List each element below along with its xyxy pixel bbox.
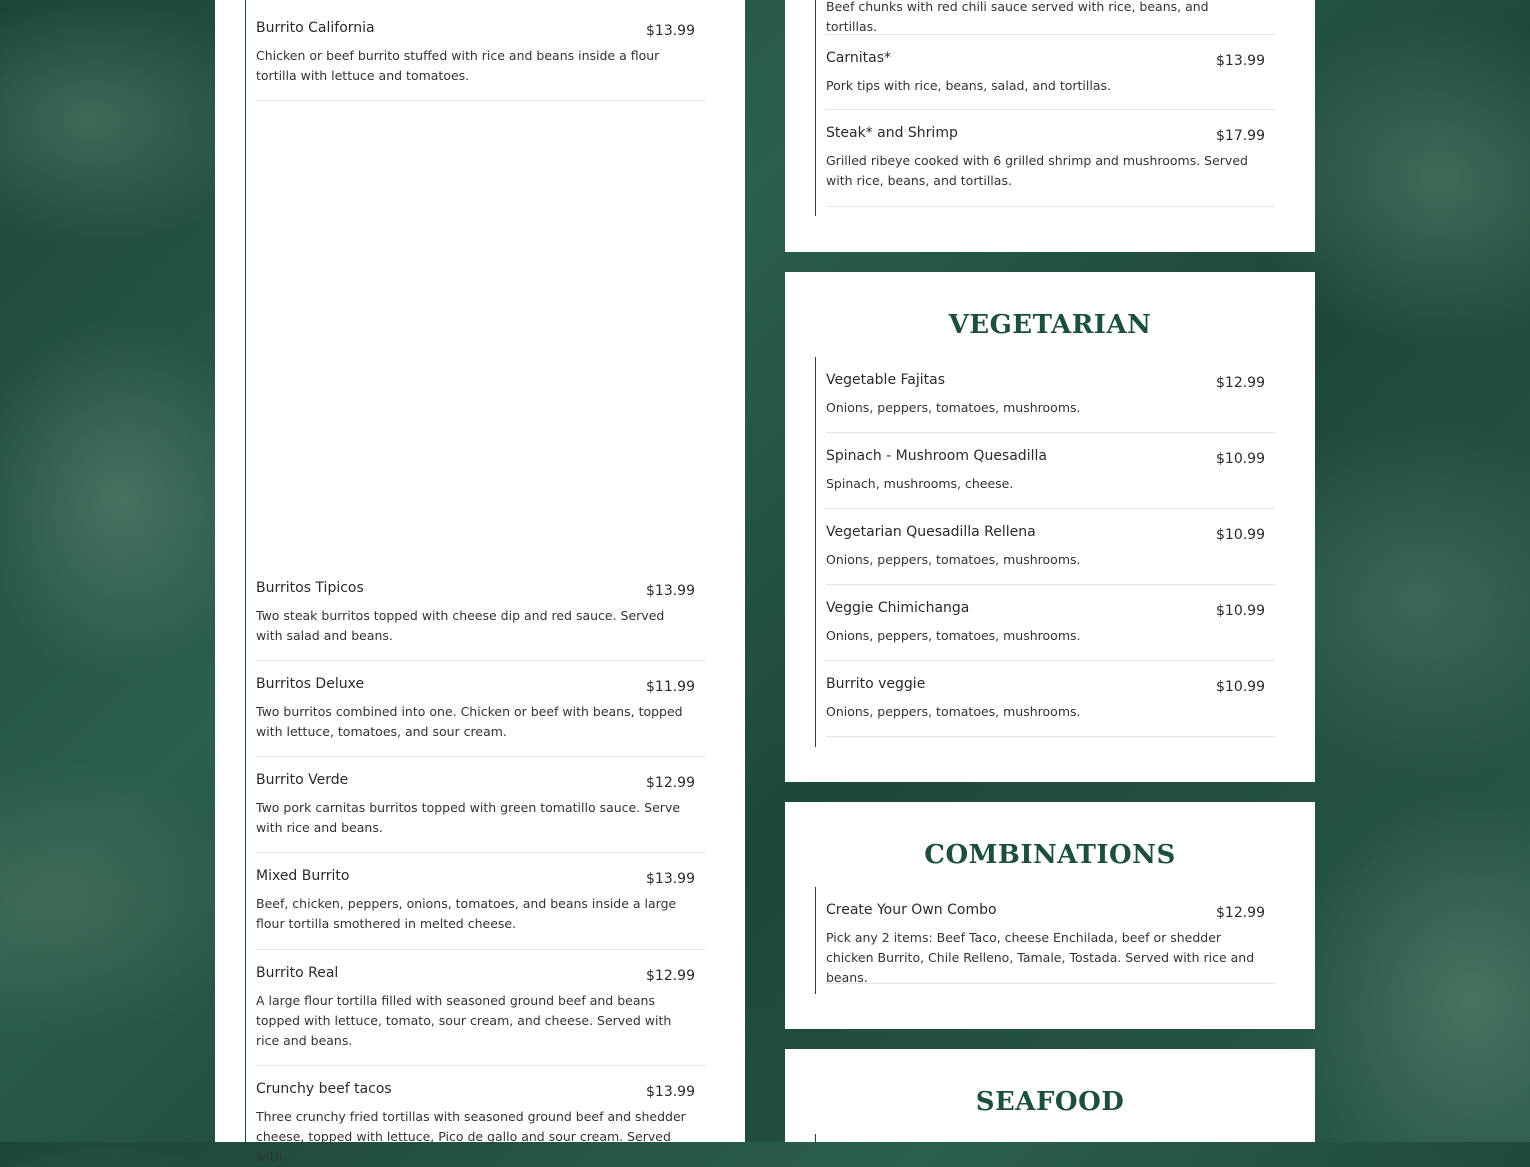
item-name: Burritos Deluxe (256, 676, 365, 692)
section-rail (245, 0, 246, 1142)
vegetarian-section-card (785, 272, 1315, 782)
item-description: Chicken or beef burrito stuffed with rice and beans inside a flour tortilla with lettuce and tomatoes. (256, 48, 660, 83)
item-price: $13.99 (646, 871, 695, 887)
section-rail (815, 1134, 816, 1142)
item-description: Pork tips with rice, beans, salad, and tortillas. (826, 78, 1111, 93)
item-name: Create Your Own Combo (826, 902, 997, 918)
menu-item (826, 524, 1275, 585)
section-rail (815, 887, 816, 994)
item-name: Carnitas* (826, 50, 891, 66)
menu-item (826, 0, 1275, 35)
burritos-section-card (215, 0, 745, 1164)
item-name: Vegetarian Quesadilla Rellena (826, 524, 1036, 540)
item-description: Onions, peppers, tomatoes, mushrooms. (826, 628, 1081, 643)
item-price: $10.99 (1216, 603, 1265, 619)
item-description: Onions, peppers, tomatoes, mushrooms. (826, 400, 1081, 415)
menu-item (256, 772, 705, 853)
menu-item (256, 20, 705, 101)
menu-item (256, 868, 705, 950)
section-title: SEAFOOD (975, 1087, 1125, 1117)
section-rail (815, 0, 816, 216)
item-description: Pick any 2 items: Beef Taco, cheese Enchilada, beef or shedder chicken Burrito, Chile Relleno, Tamale, Tostada. Served with rice and beans. (826, 930, 1255, 985)
item-description: Onions, peppers, tomatoes, mushrooms. (826, 552, 1081, 567)
item-name: Steak* and Shrimp (826, 125, 958, 141)
item-price: $11.99 (646, 679, 695, 695)
item-name: Vegetable Fajitas (826, 372, 945, 388)
item-name: Burritos Tipicos (256, 580, 364, 596)
menu-item (256, 965, 705, 1066)
item-price: $13.99 (646, 1084, 695, 1100)
item-price: $12.99 (646, 775, 695, 791)
item-price: $13.99 (646, 23, 695, 39)
item-name: Veggie Chimichanga (826, 600, 970, 616)
menu-item (826, 600, 1275, 661)
item-description: Two pork carnitas burritos topped with green tomatillo sauce. Serve with rice and beans. (256, 800, 681, 835)
item-description: Spinach, mushrooms, cheese. (826, 476, 1014, 491)
item-description: Two steak burritos topped with cheese dip and red sauce. Served with salad and beans. (256, 608, 665, 643)
item-price: $13.99 (1216, 53, 1265, 69)
menu-item (256, 1081, 705, 1164)
item-price: $17.99 (1216, 128, 1265, 144)
item-price: $10.99 (1216, 451, 1265, 467)
specialties-section-card (785, 0, 1315, 252)
item-name: Burrito Real (256, 965, 339, 981)
item-name: Burrito California (256, 20, 375, 36)
menu-item (826, 448, 1275, 509)
menu-item (826, 372, 1275, 433)
item-description: Three crunchy fried tortillas with seasoned ground beef and shedder cheese, topped with lettuce, Pico de gallo and sour cream. Served with (256, 1109, 686, 1164)
item-name: Burrito Verde (256, 772, 349, 788)
menu-item (256, 676, 705, 757)
item-description: A large flour tortilla filled with seasoned ground beef and beans topped with lettuce, tomato, sour cream, and cheese. Served with rice and beans. (256, 993, 672, 1048)
menu-item (826, 902, 1275, 984)
item-description: Beef chunks with red chili sauce served with rice, beans, and tortillas. (826, 0, 1209, 34)
menu-item (256, 580, 705, 661)
item-description: Two burritos combined into one. Chicken or beef with beans, topped with lettuce, tomatoes, and sour cream. (256, 704, 683, 739)
item-description: Onions, peppers, tomatoes, mushrooms. (826, 704, 1081, 719)
menu-item (826, 676, 1275, 737)
menu-item (826, 50, 1275, 110)
combinations-section-card (785, 802, 1315, 1029)
item-description: Beef, chicken, peppers, onions, tomatoes, and beans inside a large flour tortilla smothered in melted cheese. (256, 896, 677, 931)
section-rail (815, 357, 816, 747)
item-price: $12.99 (1216, 905, 1265, 921)
item-name: Burrito veggie (826, 676, 926, 692)
section-title: COMBINATIONS (924, 840, 1176, 870)
item-price: $10.99 (1216, 527, 1265, 543)
seafood-section-card (785, 1049, 1315, 1142)
item-price: $13.99 (646, 583, 695, 599)
item-price: $12.99 (1216, 375, 1265, 391)
section-title: VEGETARIAN (948, 310, 1152, 340)
item-name: Crunchy beef tacos (256, 1081, 392, 1097)
item-description: Grilled ribeye cooked with 6 grilled shrimp and mushrooms. Served with rice, beans, and tortillas. (826, 153, 1248, 188)
item-price: $12.99 (646, 968, 695, 984)
menu-item (826, 125, 1275, 207)
item-price: $10.99 (1216, 679, 1265, 695)
item-name: Mixed Burrito (256, 868, 350, 884)
item-name: Spinach - Mushroom Quesadilla (826, 448, 1047, 464)
